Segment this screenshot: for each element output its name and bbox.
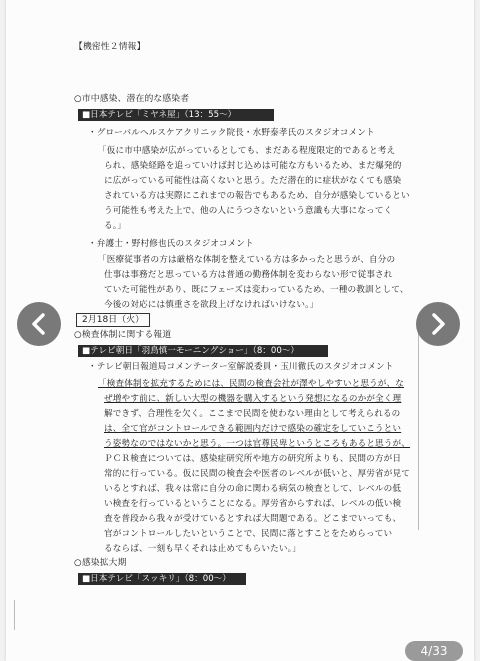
previous-page-button[interactable] [17,302,61,346]
confidentiality-label: 【機密性２情報】 [74,42,146,52]
quote-line: ぜ増やす前に、新しい大型の機器を購入するという発想になるのかが全く理 [104,394,402,404]
program-bar-morning-show: ■テレビ朝日「羽鳥慎一モーニングショー」（8：00～） [78,345,328,357]
quote-line: 解できず、合理性を欠く。ここまで民間を使わない理由として考えられるの [104,409,401,419]
chevron-left-icon [29,313,49,335]
page-indicator: 4/33 [405,641,463,661]
quote-line: う姿勢なのではないかと思う。一つは官尊民卑というところもあると思うが、 [104,439,411,449]
document-page [6,0,474,661]
quote-line: る。」 [104,221,126,231]
quote-line: は、全て官がコントロールできる範囲内だけで感染の確定をしていこうとい [104,424,402,434]
quote-line: るならば、一刻も早くそれは止めてもらいたい。」 [104,544,301,554]
quote-line: う可能性も考えた上で、他の人にうつさないという意識も大事になってく [104,206,393,216]
quote-line: 仕事は事務だと思っている方は普通の勤務体制を変わらない形で従事され [104,270,393,280]
quote-line: 「医療従事者の方は厳格な体制を整えている方は多かったと思うが、自分の [98,255,396,265]
scan-edge-mark [418,330,419,530]
section-heading-testing: ○検査体制に関する報道 [74,330,172,340]
quote-line: いるとすれば、我々は常に自分の命に関わる病気の検査として、レベルの低 [104,484,402,494]
scan-edge-mark [14,600,15,630]
quote-line: されている方は実際にこれまでの報告でもあるため、自分が感染しているとい [104,191,410,201]
quote-line: られ、感染経路を追っていけば封じ込めは可能な方もいるため、まだ爆発的 [104,161,402,171]
program-bar-miyaneya: ■日本テレビ「ミヤネ屋」（13：55～） [78,109,274,121]
speaker-line: ・グローバルヘルスケアクリニック院長・水野泰孝氏のスタジオコメント [88,128,375,138]
document-content [6,0,474,661]
quote-line: 常的に行っている。仮に民間の検査会や医者のレベルが低いと、厚労省が見て [104,469,411,479]
quote-line: ＰＣＲ検査については、感染症研究所や地方の研究所よりも、民間の方が日 [104,454,402,464]
date-label: 2月18日（火） [76,313,150,327]
program-bar-sukkiri: ■日本テレビ「スッキリ」（8：00～） [78,573,246,585]
quote-line: 査を普段から我々が受けているとすれば大問題である。どこまでいっても、 [104,514,402,524]
next-page-button[interactable] [416,302,460,346]
quote-line: 「検査体制を拡充するためには、民間の検査会社が澤やしやすいと思うが、な [98,379,405,389]
quote-line: 今後の対応には慎重さを欲段上げなければいけない。」 [104,300,319,310]
quote-line: 官がコントロールしたいということで、民間に落とすことをためらってい [104,529,393,539]
speaker-line: ・弁護士・野村修也氏のスタジオコメント [88,239,254,249]
quote-line: 「仮に市中感染が広がっているとしても、まだある程度限定的であると考え [98,146,396,156]
speaker-line: ・テレビ朝日報道局コメンテーター室解説委員・玉川徹氏のスタジオコメント [88,362,394,372]
quote-line: い検査を行っているということになる。厚労省からすれば、レベルの低い検 [104,499,402,509]
quote-line: ていた可能性があり、既にフェーズは変わっているため、一種の教訓として、 [104,285,409,295]
quote-line: に広がっている可能性は高くないと思う。ただ潜在的に症状がなくても感染 [104,176,402,186]
chevron-right-icon [428,313,448,335]
section-heading-community-infection: ○市中感染、潜在的な感染者 [74,94,190,104]
section-heading-spread: ○感染拡大期 [74,558,127,568]
